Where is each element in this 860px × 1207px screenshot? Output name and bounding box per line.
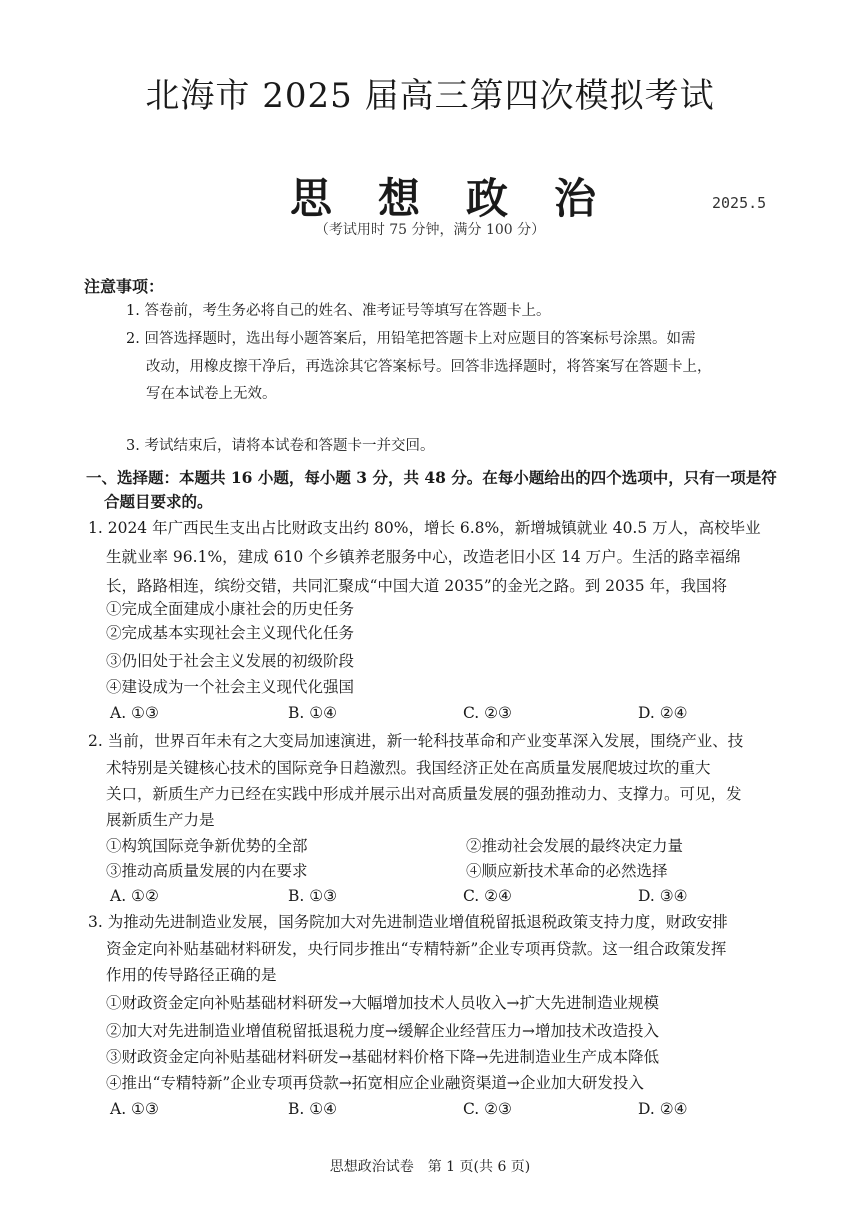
section-heading: 一、选择题：本题共 16 小题，每小题 3 分，共 48 分。在每小题给出的四个选项中，只有一项是符 [86, 468, 777, 487]
question-option: ②推动社会发展的最终决定力量 [466, 837, 684, 855]
answer-choice: A. ①③ [110, 704, 159, 722]
notice-item: 改动，用橡皮擦干净后，再选涂其它答案标号。回答非选择题时，将答案写在答题卡上， [146, 359, 712, 375]
question-stem: 长，路路相连，缤纷交错，共同汇聚成“中国大道 2035”的金光之路。到 2035 年，我国将 [106, 577, 728, 595]
notice-item: 2. 回答选择题时，选出每小题答案后，用铅笔把答题卡上对应题目的答案标号涂黑。如需 [126, 331, 696, 347]
question-option: ④顺应新技术革命的必然选择 [466, 862, 668, 880]
question-stem: 3. 为推动先进制造业发展，国务院加大对先进制造业增值税留抵退税政策支持力度，财政安排 [88, 913, 728, 931]
question-option: ①财政资金定向补贴基础材料研发→大幅增加技术人员收入→扩大先进制造业规模 [106, 994, 659, 1012]
subject-title: 思想政治 [290, 174, 643, 223]
question-option: ③仍旧处于社会主义发展的初级阶段 [106, 652, 355, 670]
question-stem: 生就业率 96.1%，建成 610 个乡镇养老服务中心，改造老旧小区 14 万户。生活的路幸福绵 [106, 548, 741, 566]
answer-choice: D. ②④ [638, 704, 688, 722]
question-stem: 2. 当前，世界百年未有之大变局加速演进，新一轮科技革命和产业变革深入发展，围绕产业、技 [88, 732, 744, 750]
question-option: ③财政资金定向补贴基础材料研发→基础材料价格下降→先进制造业生产成本降低 [106, 1048, 659, 1066]
question-stem: 关口，新质生产力已经在实践中形成并展示出对高质量发展的强劲推动力、支撑力。可见，发 [106, 785, 742, 803]
notice-item: 3. 考试结束后，请将本试卷和答题卡一并交回。 [126, 438, 435, 454]
answer-choice: A. ①② [110, 887, 159, 905]
question-option: ①完成全面建成小康社会的历史任务 [106, 600, 355, 618]
notice-heading: 注意事项： [84, 277, 165, 296]
answer-choice: B. ①③ [288, 887, 338, 905]
question-stem: 作用的传导路径正确的是 [106, 966, 277, 984]
question-option: ③推动高质量发展的内在要求 [106, 862, 308, 880]
question-option: ②加大对先进制造业增值税留抵退税力度→缓解企业经营压力→增加技术改造投入 [106, 1022, 659, 1040]
question-stem: 1. 2024 年广西民生支出占比财政支出约 80%，增长 6.8%，新增城镇就业 40.5 万人，高校毕业 [88, 519, 761, 537]
answer-choice: C. ②③ [463, 704, 512, 722]
answer-choice: B. ①④ [288, 704, 338, 722]
question-option: ④建设成为一个社会主义现代化强国 [106, 678, 355, 696]
answer-choice: A. ①③ [110, 1100, 159, 1118]
answer-choice: C. ②④ [463, 887, 512, 905]
notice-item: 写在本试卷上无效。 [146, 386, 277, 402]
question-option: ④推出“专精特新”企业专项再贷款→拓宽相应企业融资渠道→企业加大研发投入 [106, 1074, 644, 1092]
question-stem: 展新质生产力是 [106, 811, 215, 829]
answer-choice: C. ②③ [463, 1100, 512, 1118]
question-stem: 术特别是关键核心技术的国际竞争日趋激烈。我国经济正处在高质量发展爬坡过坎的重大 [106, 759, 711, 777]
exam-time-note: （考试用时 75 分钟，满分 100 分） [314, 222, 546, 238]
question-stem: 资金定向补贴基础材料研发，央行同步推出“专精特新”企业专项再贷款。这一组合政策发挥 [106, 940, 727, 958]
answer-choice: D. ③④ [638, 887, 688, 905]
question-option: ①构筑国际竞争新优势的全部 [106, 837, 308, 855]
section-heading: 合题目要求的。 [104, 492, 213, 511]
question-option: ②完成基本实现社会主义现代化任务 [106, 624, 355, 642]
answer-choice: D. ②④ [638, 1100, 688, 1118]
notice-item: 1. 答卷前，考生务必将自己的姓名、准考证号等填写在答题卡上。 [126, 303, 551, 319]
page-footer: 思想政治试卷 第 1 页(共 6 页) [329, 1159, 531, 1175]
exam-date: 2025.5 [712, 194, 767, 212]
answer-choice: B. ①④ [288, 1100, 338, 1118]
exam-title: 北海市 2025 届高三第四次模拟考试 [145, 76, 715, 116]
